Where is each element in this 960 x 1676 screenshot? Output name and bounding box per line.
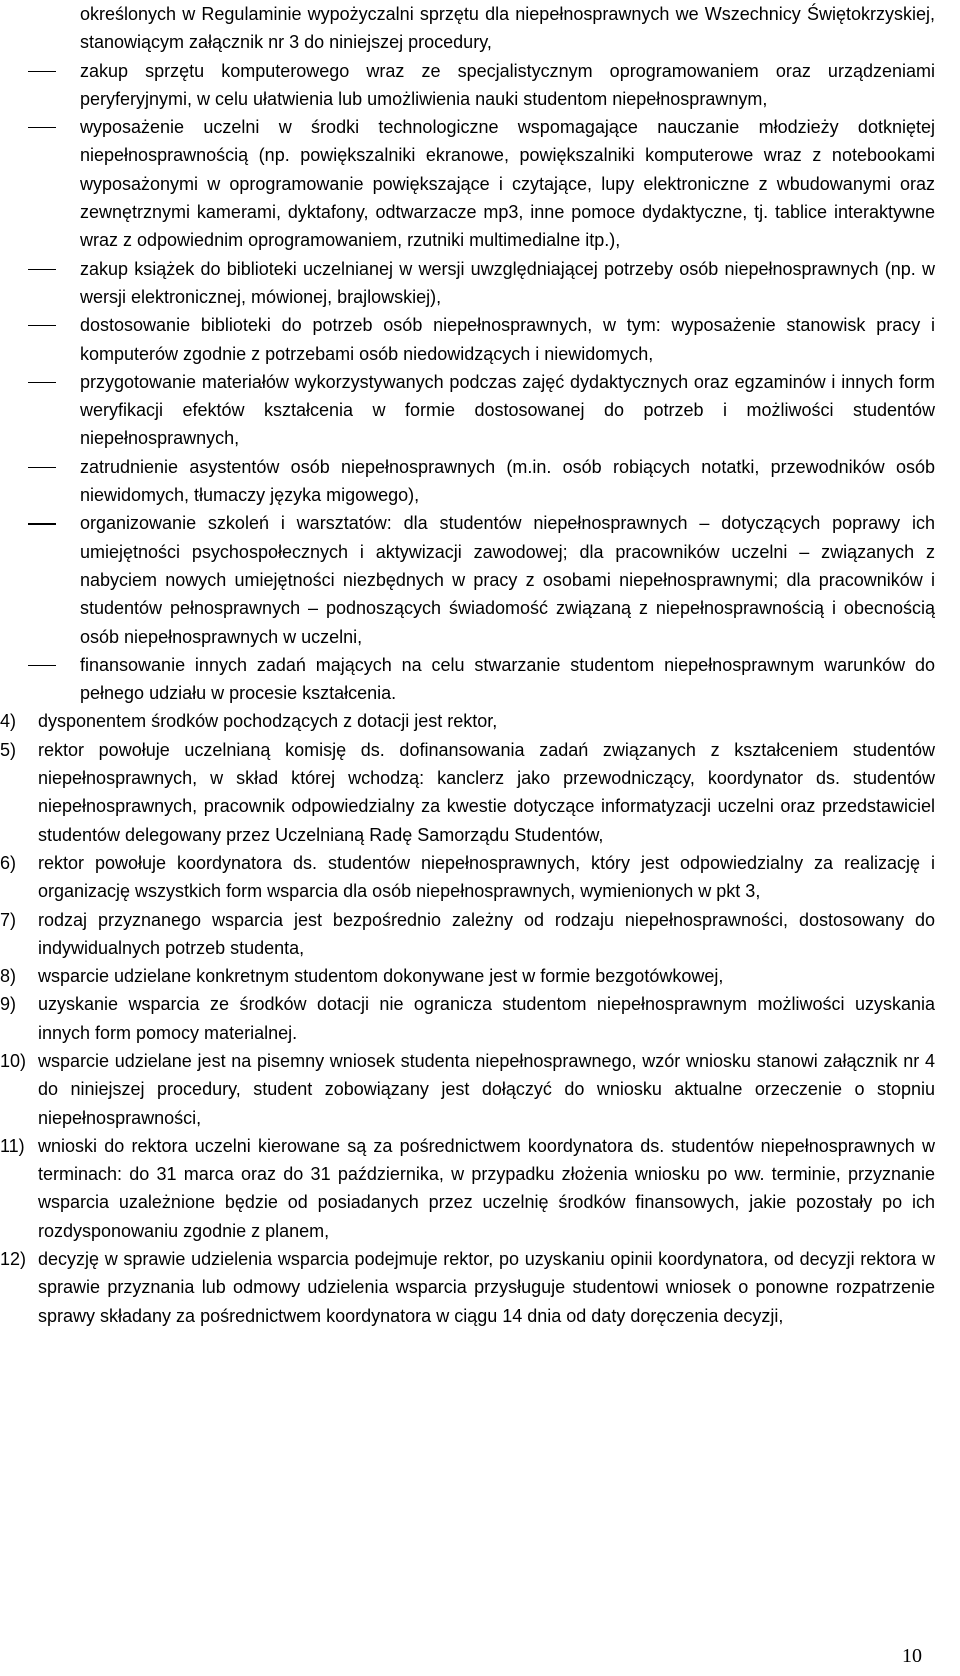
numbered-list-item — [0, 849, 960, 906]
item-number: 11) — [0, 1135, 25, 1156]
dash-list-item — [0, 311, 960, 368]
item-text: dysponentem środków pochodzących z dotacji jest rektor, — [38, 711, 498, 732]
numbered-list-item — [0, 707, 960, 735]
numbered-list-item — [0, 1132, 960, 1245]
continuation-paragraph: określonych w Regulaminie wypożyczalni sprzętu dla niepełnosprawnych we Wszechnicy Świętokrzyskiej, stanowiącym załącznik nr 3 do niniejszej procedury, — [80, 4, 935, 53]
dash-item-text: organizowanie szkoleń i warsztatów: dla studentów niepełnosprawnych – dotyczących poprawy ich umiejętności psychospołecznych i aktywizacji zawodowej; dla pracowników uczelni – związanych z nabyciem nowych umiejętności niezbędnych w pracy z osobami niepełnosprawnymi; dla pracowników i studentów pełnosprawnych – podnoszących świadomość związaną z niepełnosprawnością i obecnością osób niepełnosprawnych w uczelni, — [80, 513, 935, 647]
item-text: wsparcie udzielane jest na pisemny wniosek studenta niepełnosprawnego, wzór wniosku stanowi załącznik nr 4 do niniejszej procedury, student zobowiązany jest dołączyć do wniosku aktualne orzeczenie o stopniu niepełnosprawności, — [38, 1050, 935, 1128]
numbered-list-item — [0, 1245, 960, 1330]
item-text: decyzję w sprawie udzielenia wsparcia podejmuje rektor, po uzyskaniu opinii koordynatora, od decyzji rektora w sprawie przyznania lub odmowy udzielenia wsparcia przysługuje studentowi wniosek o ponowne rozpatrzenie sprawy składany za pośrednictwem koordynatora w ciągu 14 dnia od daty doręczenia decyzji, — [38, 1249, 935, 1326]
dash-item-text: zatrudnienie asystentów osób niepełnosprawnych (m.in. osób robiących notatki, przewodników osób niewidomych, tłumaczy języka migowego), — [80, 456, 935, 506]
dash-list-item — [0, 509, 960, 650]
item-number: 4) — [0, 711, 17, 732]
item-number: 5) — [0, 739, 17, 760]
dash-list-item — [0, 368, 960, 453]
dash-list — [0, 57, 960, 708]
item-text: rektor powołuje uczelnianą komisję ds. dofinansowania zadań związanych z kształceniem studentów niepełnosprawnych, w skład której wchodzą: kanclerz jako przewodniczący, koordynator ds. studentów niepełnosprawnych, pracownik odpowiedzialny za kwestie dotyczące informatyzacji uczelni oraz przedstawiciel studentów delegowany przez Uczelnianą Radę Samorządu Studentów, — [38, 739, 935, 845]
numbered-list-item — [0, 906, 960, 963]
item-number: 9) — [0, 994, 17, 1015]
dash-item-text: finansowanie innych zadań mających na celu stwarzanie studentom niepełnosprawnym warunków do pełnego udziału w procesie kształcenia. — [80, 654, 935, 704]
dash-list-item — [0, 113, 960, 254]
dash-list-item — [0, 255, 960, 312]
numbered-list-item — [0, 990, 960, 1047]
dash-list-item — [0, 651, 960, 708]
item-number: 8) — [0, 966, 17, 987]
item-text: rektor powołuje koordynatora ds. studentów niepełnosprawnych, który jest odpowiedzialny za realizację i organizację wszystkich form wsparcia dla osób niepełnosprawnych, wymienionych w pkt 3, — [38, 852, 935, 902]
item-text: wsparcie udzielane konkretnym studentom dokonywane jest w formie bezgotówkowej, — [38, 966, 724, 987]
dash-item-text: zakup książek do biblioteki uczelnianej w wersji uwzględniającej potrzeby osób niepełnosprawnych (np. w wersji elektronicznej, mówionej, brajlowskiej), — [80, 258, 935, 307]
page-number: 10 — [902, 1645, 922, 1667]
item-number: 6) — [0, 852, 17, 873]
item-text: rodzaj przyznanego wsparcia jest bezpośrednio zależny od rodzaju niepełnosprawności, dostosowany do indywidualnych potrzeb studenta, — [38, 909, 935, 958]
item-text: wnioski do rektora uczelni kierowane są za pośrednictwem koordynatora ds. studentów niepełnosprawnych w terminach: do 31 marca oraz do 31 października, w przypadku złożenia wniosku po ww. terminie, przyznanie wsparcia uzależnione będzie od posiadanych przez uczelnię środków finansowych, jakie pozostały po ich rozdysponowaniu zgodnie z planem, — [38, 1135, 935, 1241]
dash-item-text: zakup sprzętu komputerowego wraz ze specjalistycznym oprogramowaniem oraz urządzeniami peryferyjnymi, w celu ułatwienia lub umożliwienia nauki studentom niepełnosprawnym, — [80, 60, 935, 109]
numbered-list-item — [0, 736, 960, 849]
item-number: 7) — [0, 909, 17, 930]
dash-item-text: wyposażenie uczelni w środki technologiczne wspomagające nauczanie młodzieży dotkniętej niepełnosprawnością (np. powiększalniki ekranowe, powiększalniki komputerowe wraz z notebookami wyposażonymi w oprogramowanie powiększające i czytające, lupy elektroniczne z wbudowanymi oraz zewnętrznymi kamerami, dyktafony, odtwarzacze mp3, inne pomoce dydaktyczne, tj. tablice interaktywne wraz z odpowiednim oprogramowaniem, rzutniki multimedialne itp.), — [80, 117, 935, 251]
dash-item-text: dostosowanie biblioteki do potrzeb osób niepełnosprawnych, w tym: wyposażenie stanowisk pracy i komputerów zgodnie z potrzebami osób niedowidzących i niewidomych, — [80, 315, 935, 364]
item-number: 10) — [0, 1050, 27, 1071]
item-number: 12) — [0, 1249, 27, 1270]
dash-list-item — [0, 57, 960, 114]
item-text: uzyskanie wsparcia ze środków dotacji nie ogranicza studentom niepełnosprawnym możliwości uzyskania innych form pomocy materialnej. — [38, 994, 935, 1043]
dash-item-text: przygotowanie materiałów wykorzystywanych podczas zajęć dydaktycznych oraz egzaminów i innych form weryfikacji efektów kształcenia w formie dostosowanej do potrzeb i możliwości studentów niepełnosprawnych, — [80, 371, 935, 449]
numbered-list-item — [0, 962, 960, 990]
numbered-list — [0, 707, 960, 1330]
dash-list-item — [0, 453, 960, 510]
numbered-list-item — [0, 1047, 960, 1132]
